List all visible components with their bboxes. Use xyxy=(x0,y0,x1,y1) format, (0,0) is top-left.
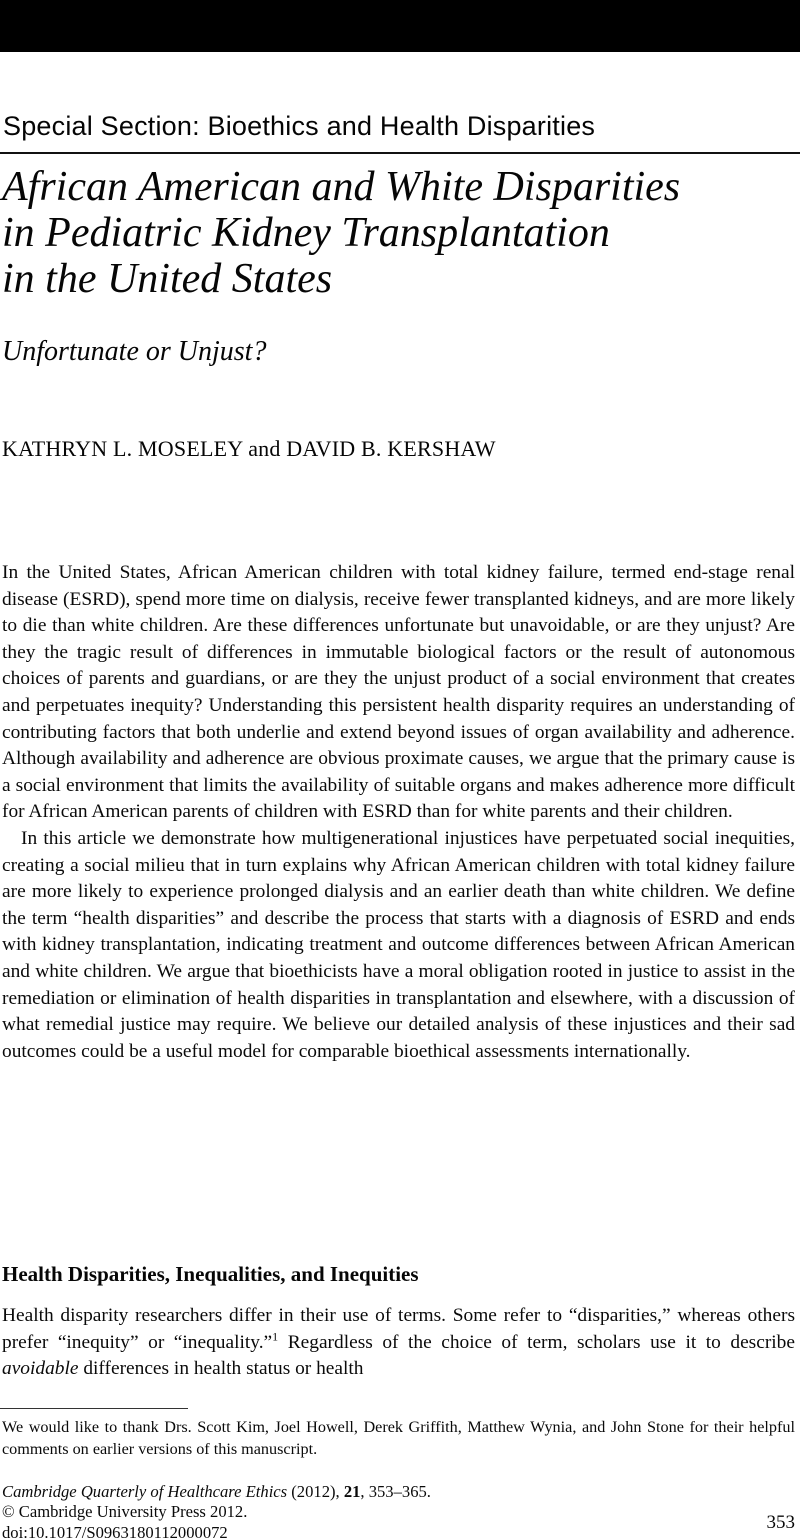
footnote-divider-rule xyxy=(0,1408,188,1409)
acknowledgments-footnote: We would like to thank Drs. Scott Kim, Joel Howell, Derek Griffith, Matthew Wynia, and John Stone for their helpful comments on earlier versions of this manuscript. xyxy=(2,1418,795,1458)
special-section-banner: Special Section: Bioethics and Health Disparities xyxy=(3,111,596,141)
article-title-line-1: African American and White Disparities xyxy=(2,164,681,210)
abstract-block xyxy=(2,560,795,1065)
article-title-line-3: in the United States xyxy=(2,256,333,302)
doi-line: doi:10.1017/S0963180112000072 xyxy=(2,1522,228,1539)
body-paragraph-terms: Health disparity researchers differ in their use of terms. Some refer to “disparities,” whereas others prefer “inequity” or “inequality.”$^1$ Regardless of the choice of term, scholars use it to describe avoidable differences in health status or health xyxy=(2,1305,795,1380)
abstract-paragraph-1: In the United States, African American children with total kidney failure, termed end-stage renal disease (ESRD), spend more time on dialysis, receive fewer transplanted kidneys, and are more likely to die than white children. Are these differences unfortunate but unavoidable, or are they unjust? Are they the tragic result of differences in immutable biological factors or the result of autonomous choices of parents and guardians, or are they the unjust product of a social environment that creates and perpetuates inequity? Understanding this persistent health disparity requires an understanding of contributing factors that both underlie and extend beyond issues of organ availability and adherence. Although availability and adherence are obvious proximate causes, we argue that the primary cause is a social environment that limits the availability of suitable organs and makes adherence more difficult for African American parents of children with ESRD than for white parents and their children. xyxy=(2,562,795,823)
copyright-line: © Cambridge University Press 2012. xyxy=(2,1502,248,1522)
journal-citation: Cambridge Quarterly of Healthcare Ethics (2012), 21, 353–365. xyxy=(2,1482,431,1501)
section-heading: Health Disparities, Inequalities, and Inequities xyxy=(2,1262,419,1286)
imprint-block xyxy=(2,1482,740,1539)
redacted-header-bar xyxy=(0,0,800,52)
article-title xyxy=(2,164,796,302)
abstract-paragraph-2: In this article we demonstrate how multigenerational injustices have perpetuated social inequities, creating a social milieu that in turn explains why African American children with total kidney failure are more likely to experience prolonged dialysis and an earlier death than white children. We define the term “health disparities” and describe the process that starts with a diagnosis of ESRD and ends with kidney transplantation, indicating treatment and outcome differences between African American and white children. We argue that bioethicists have a moral obligation rooted in justice to assist in the remediation or elimination of health disparities in transplantation and elsewhere, with a discussion of what remedial justice may require. We believe our detailed analysis of these injustices and their sad outcomes could be a useful model for comparable bioethical assessments internationally. xyxy=(2,827,795,1062)
banner-divider-rule xyxy=(0,152,800,154)
article-subtitle: Unfortunate or Unjust? xyxy=(2,336,267,367)
page-number: 353 xyxy=(766,1512,795,1533)
author-byline: KATHRYN L. MOSELEY and DAVID B. KERSHAW xyxy=(2,436,496,461)
article-title-line-2: in Pediatric Kidney Transplantation xyxy=(2,210,610,256)
